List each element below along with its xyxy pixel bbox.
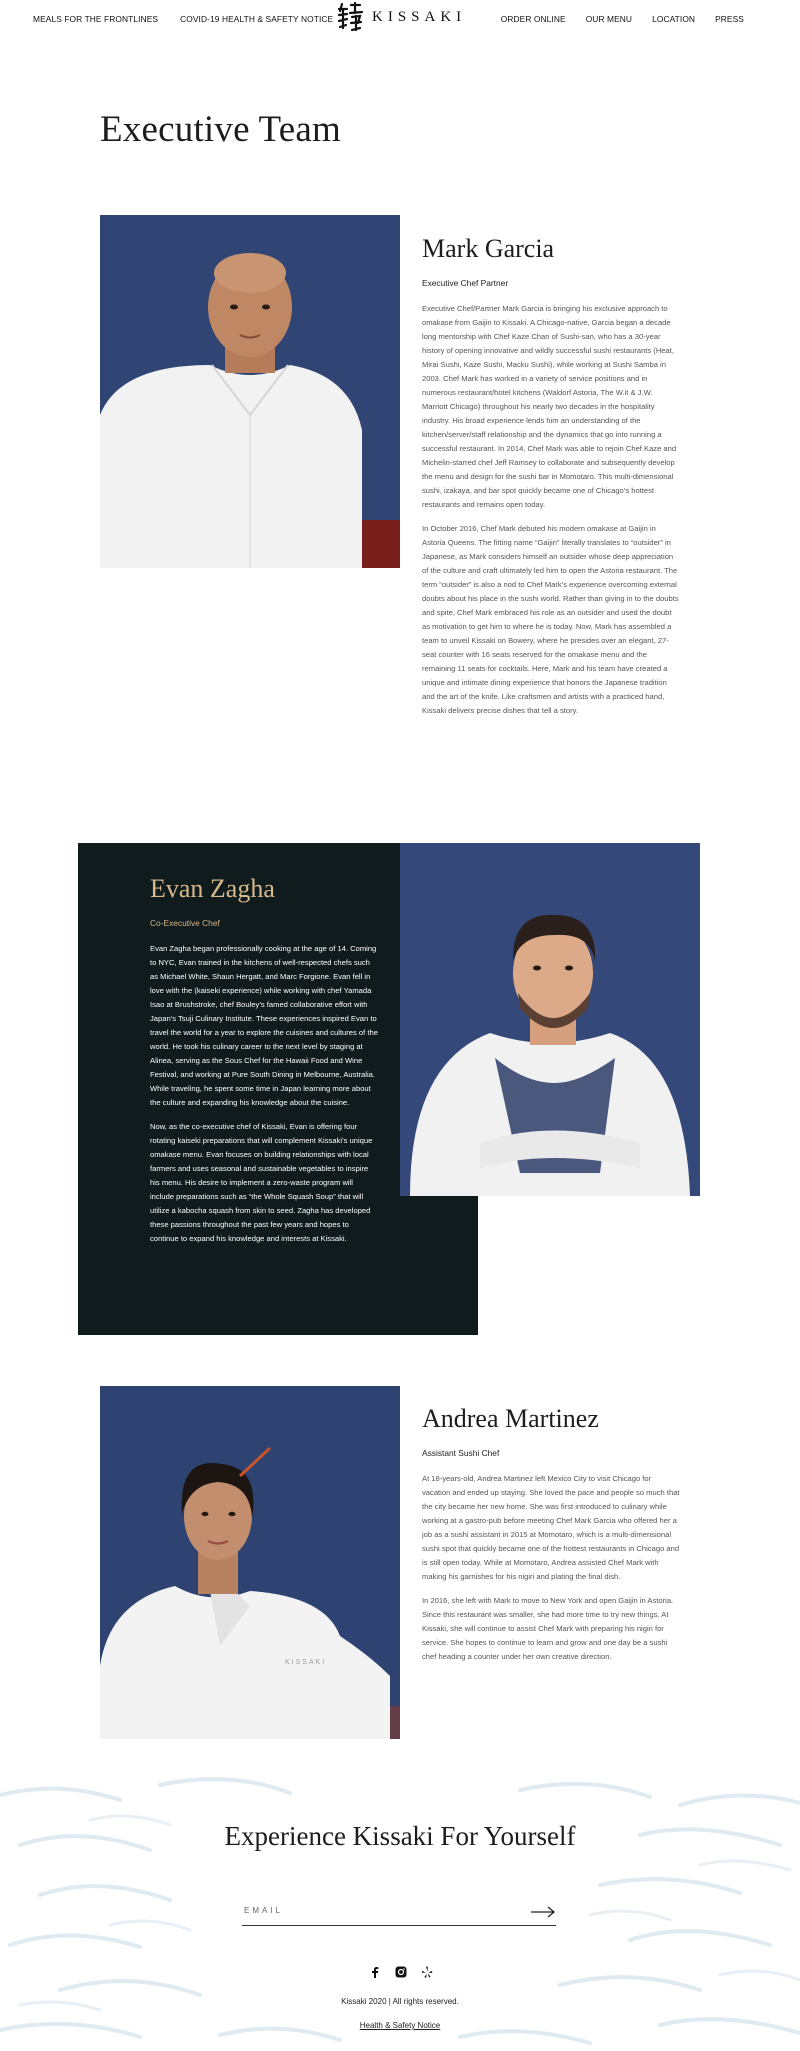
andrea-martinez-photo [100, 1386, 400, 1739]
nav-covid-notice[interactable]: COVID-19 HEALTH & SAFETY NOTICE [180, 14, 334, 24]
mark-garcia-photo [100, 215, 400, 568]
social-links [369, 1965, 433, 1977]
facebook-icon[interactable] [369, 1965, 381, 1977]
safety-link-wrap [0, 2021, 800, 2030]
page-title: Executive Team [100, 109, 341, 150]
mark-garcia-text [422, 302, 680, 718]
bio-paragraph: Executive Chef/Partner Mark Garcia is bringing his exclusive approach to omakase from Gaijin to Kissaki. A Chicago-native, Garcia began a decade long mentorship with Chef Kaze Chan of Sushi-san, who has a 30-year history of opening innovative and wildly successful sushi restaurants (Heat, Mirai Sushi, Kaze Sushi, Macku Sushi), while working at Sushi Samba in 2003. Chef Mark has worked in a variety of service positions and in numerous restaurant/hotel kitchens (Waldorf Astoria, The W.it & J.W. Marriott Chicago) throughout his nearly two decades in the hospitality industry. His broad experience lends him an understanding of the kitchen/server/staff relationship and the dynamics that go into running a successful restaurant. In 2014, Chef Mark was able to rejoin Chef Kaze and Michelin-starred chef Jeff Ramsey to collaborate and subsequently develop the menu and design for the sushi bar in Momotaro. This multi-dimensional sushi, izakaya, and bar spot quickly became one of Chicago’s hottest restaurants and remains open today. [422, 304, 677, 509]
copyright-text: Kissaki 2020 | All rights reserved. [341, 1997, 459, 2006]
nav-press[interactable]: PRESS [715, 14, 744, 24]
logo[interactable] [336, 1, 466, 33]
evan-zagha-text [150, 942, 378, 1246]
nav-location[interactable]: LOCATION [652, 14, 696, 24]
mark-garcia-name: Mark Garcia [422, 234, 555, 263]
nav-meals-for-frontlines[interactable]: MEALS FOR THE FRONTLINES [33, 14, 159, 24]
bio-paragraph: At 18-years-old, Andrea Martinez left Mexico City to visit Chicago for vacation and ended up staying. She loved the pace and people so much that the city became her new home. She was first introduced to culinary while working at a gastro-pub before meeting Chef Mark Garcia who offered her a job as a sushi assistant in 2015 at Momotaro, which is a multi-dimensional sushi spot that quickly became one of the hottest restaurants in Chicago and is still open today. While at Momotaro, Andrea assisted Chef Mark with making his garnishes for his nigiri and plating the final dish. [422, 1474, 680, 1581]
nav-our-menu[interactable]: OUR MENU [585, 14, 633, 24]
email-submit-button[interactable] [530, 1905, 556, 1919]
andrea-martinez-text [422, 1472, 680, 1664]
mark-garcia-bio [422, 234, 680, 718]
andrea-martinez-bio [422, 1404, 680, 1664]
logo-text: KISSAKI [372, 8, 467, 25]
cta-title: Experience Kissaki For Yourself [224, 1821, 576, 1851]
email-signup [242, 1902, 556, 1926]
arrow-right-icon [530, 1905, 556, 1919]
logo-mark-icon [336, 1, 364, 33]
nav-order-online[interactable]: ORDER ONLINE [500, 14, 566, 24]
andrea-martinez-role: Assistant Sushi Chef [422, 1448, 500, 1458]
evan-zagha-role: Co-Executive Chef [150, 918, 220, 928]
nav-left [33, 14, 333, 24]
nav-right [501, 14, 744, 24]
site-header [0, 0, 800, 38]
andrea-martinez-name: Andrea Martinez [422, 1404, 599, 1433]
bio-paragraph: Evan Zagha began professionally cooking at the age of 14. Coming to NYC, Evan trained in the kitchens of well-respected chefs such as Michael White, Shaun Hergatt, and Marc Forgione. Evan fell in love with the (kaiseki experience) while working with chef Yamada Isao at Brushstroke, chef Bouley’s famed collaborative effort with Japan’s Tsuji Culinary Institute. These experiences inspired Evan to travel the world for a year to explore the cuisines and cultures of the world. He took his culinary career to the next level by staging at Alinea, serving as the Sous Chef for the Hawaii Food and Wine Festival, and working at Pure South Dining in Melbourne, Australia. While traveling, he spent some time in Japan learning more about the culture and expanding his knowledge about the cuisine. [150, 944, 378, 1107]
bio-paragraph: Now, as the co-executive chef of Kissaki, Evan is offering four rotating kaiseki preparations that will complement Kissaki’s unique omakase menu. Evan focuses on building relationships with local farmers and uses seasonal and sustainable vegetables to inspire his menu. His desire to implement a zero-waste program will include preparations such as “the Whole Squash Soup” that will utilize a kabocha squash from skin to seed. Zagha has developed these passions throughout the past few years and hopes to continue to expand his knowledge and interests at Kissaki. [150, 1122, 373, 1243]
bio-paragraph: In October 2016, Chef Mark debuted his modern omakase at Gaijin in Astoria Queens. The fitting name “Gaijin” literally translates to “outsider” in Japanese, as Mark considers himself an outsider whose deep appreciation of the culture and craft ultimately led him to open the Astoria restaurant. The term “outsider” is also a nod to Chef Mark’s experience overcoming external doubts about his place in the sushi world. Rather than giving in to the doubts and spite, Chef Mark embraced his role as an outsider and used the doubt as motivation to get him to where he is today. Now, Mark has assembled a team to unveil Kissaki on Bowery, where he presides over an elegant, 27-seat counter with 16 seats reserved for the omakase menu and the remaining 11 seats for cocktails. Here, Mark and his team have created a unique and intimate dining experience that honors the Japanese tradition and the art of the knife. Like craftsmen and artists with a practiced hand, Kissaki delivers precise dishes that tell a story. [422, 524, 679, 715]
health-safety-link[interactable]: Health & Safety Notice [359, 2021, 441, 2030]
yelp-icon[interactable] [421, 1965, 433, 1977]
evan-zagha-photo [400, 843, 700, 1196]
email-input[interactable] [244, 1906, 514, 1915]
mark-garcia-role: Executive Chef Partner [422, 278, 509, 288]
evan-zagha-bio [150, 874, 378, 1246]
instagram-icon[interactable] [395, 1965, 407, 1977]
site-footer [0, 1775, 800, 2051]
svg-text:KISSAKI: KISSAKI [285, 1659, 327, 1666]
bio-paragraph: In 2016, she left with Mark to move to New York and open Gaijin in Astoria. Since this restaurant was smaller, she had more time to try new things. At Kissaki, she will continue to assist Chef Mark with preparing his nigiri for service. She hopes to continue to learn and grow and one day be a sushi chef heading a counter under her own creative direction. [422, 1596, 674, 1661]
evan-zagha-name: Evan Zagha [150, 874, 275, 903]
